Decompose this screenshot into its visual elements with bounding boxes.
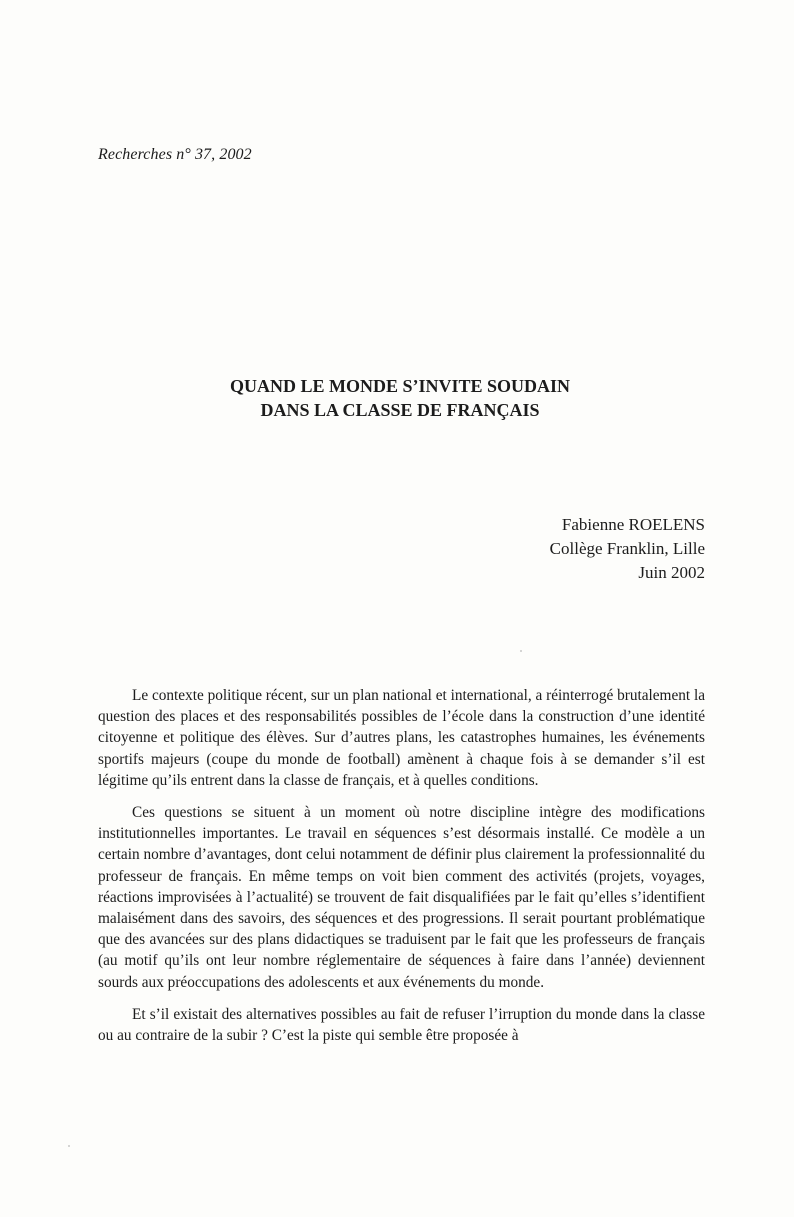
author-block [550,513,705,585]
title-line-1: QUAND LE MONDE S’INVITE SOUDAIN [229,376,571,396]
article-title [0,374,794,422]
scan-speck [68,1145,70,1147]
paragraph-2: Ces questions se situent à un moment où notre discipline intègre des modifications institutionnelles importantes. Le travail en séquences s’est désormais installé. Ce modèle a un certain nombre d’avantages, dont celui notamment de définir plus clairement la professionnalité du professeur de français. En même temps on voit bien comment des activités (projets, voyages, réactions improvisées à l’actualité) se trouvent de fait disqualifiées par le fait qu’elles s’identifient malaisément dans des savoirs, des séquences et des progressions. Il serait pourtant problématique que des avancées sur des plans didactiques se traduisent par le fait que les professeurs de français (au motif qu’ils ont leur nombre réglementaire de séquences à faire dans l’année) deviennent sourds aux préoccupations des adolescents et aux événements du monde. [98,804,705,991]
paragraph-1: Le contexte politique récent, sur un plan national et international, a réinterrogé brutalement la question des places et des responsabilités possibles de l’école dans la construction d’une identité citoyenne et politique des élèves. Sur d’autres plans, les catastrophes humaines, les événements sportifs majeurs (coupe du monde de football) amènent à chaque fois à se demander s’il est légitime qu’ils entrent dans la classe de français, et à quelles conditions. [98,687,705,789]
title-line-2: DANS LA CLASSE DE FRANÇAIS [260,400,540,420]
journal-reference: Recherches n° 37, 2002 [98,146,252,163]
author-affiliation: Collège Franklin, Lille [549,539,705,558]
scan-speck [520,650,522,652]
article-body [98,685,705,1057]
author-name: Fabienne ROELENS [561,515,705,534]
paragraph-3: Et s’il existait des alternatives possibles au fait de refuser l’irruption du monde dans la classe ou au contraire de la subir ? C’est la piste qui semble être proposée à [98,1005,705,1045]
article-date: Juin 2002 [638,563,705,582]
